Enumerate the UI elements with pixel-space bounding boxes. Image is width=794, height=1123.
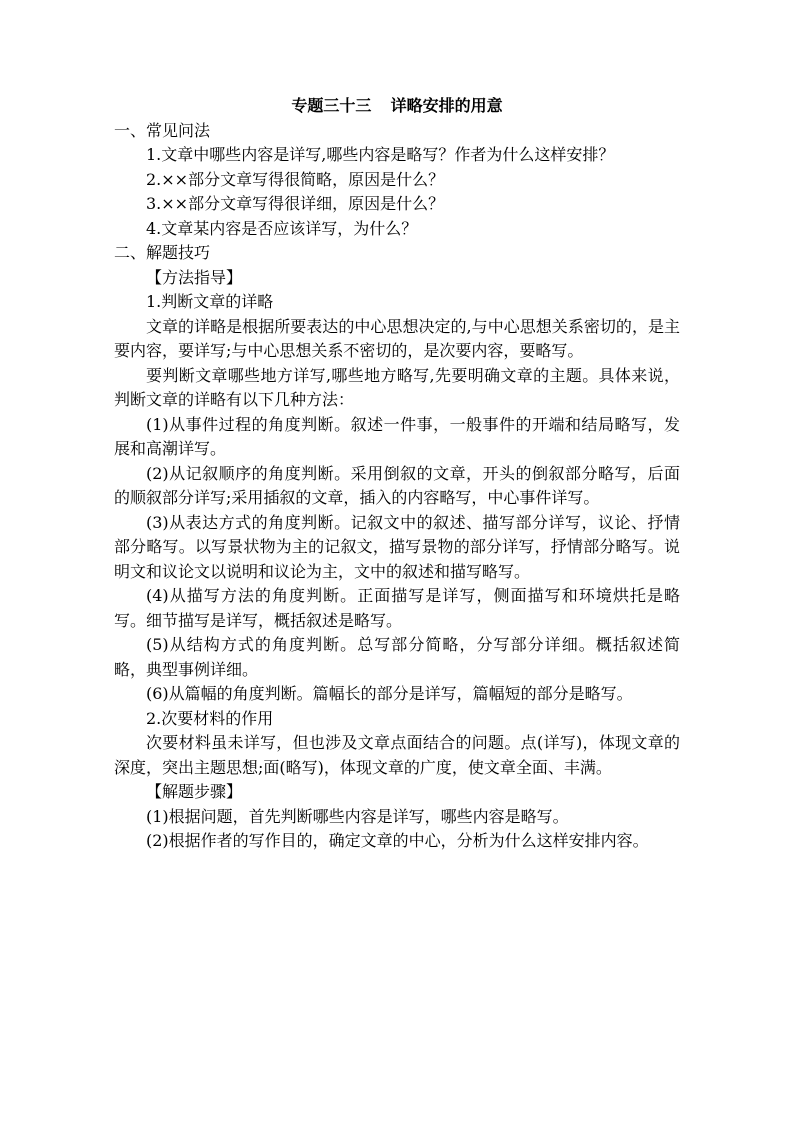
subheading-secondary-material: 2.次要材料的作用 xyxy=(146,708,274,728)
section-heading-techniques: 二、解题技巧 xyxy=(114,243,211,262)
step-item-2: (2)根据作者的写作目的，确定文章的中心，分析为什么这样安排内容。 xyxy=(146,831,649,850)
question-item-1: 1.文章中哪些内容是详写,哪些内容是略写？作者为什么这样安排？ xyxy=(146,145,615,164)
paragraph-detail-principle: 文章的详略是根据所要表达的中心思想决定的,与中心思想关系密切的，是主要内容，要详写;与中心思想关系不密切的，是次要内容，要略写。 xyxy=(114,316,680,360)
document-page xyxy=(114,94,680,854)
paragraph-how-to-judge: 要判断文章哪些地方详写,哪些地方略写,先要明确文章的主题。具体来说，判断文章的详略有以下几种方法： xyxy=(114,365,680,409)
method-item-4: (4)从描写方法的角度判断。正面描写是详写，侧面描写和环境烘托是略写。细节描写是详写，概括叙述是略写。 xyxy=(114,586,680,630)
section-heading-common-questions: 一、常见问法 xyxy=(114,120,211,140)
method-item-1: (1)从事件过程的角度判断。叙述一件事，一般事件的开端和结局略写，发展和高潮详写。 xyxy=(114,414,680,458)
method-item-2: (2)从记叙顺序的角度判断。采用倒叙的文章，开头的倒叙部分略写，后面的顺叙部分详写;采用插叙的文章，插入的内容略写，中心事件详写。 xyxy=(114,463,680,507)
paragraph-secondary-material: 次要材料虽未详写，但也涉及文章点面结合的问题。点(详写)，体现文章的深度，突出主题思想;面(略写)，体现文章的广度，使文章全面、丰满。 xyxy=(114,733,680,777)
title-topic-number: 专题三十三 xyxy=(291,96,372,115)
question-item-2: 2.××部分文章写得很简略，原因是什么？ xyxy=(146,169,445,189)
method-guide-heading: 【方法指导】 xyxy=(146,267,243,287)
page-title xyxy=(114,94,680,119)
steps-heading: 【解题步骤】 xyxy=(146,782,243,801)
method-item-3: (3)从表达方式的角度判断。记叙文中的叙述、描写部分详写，议论、抒情部分略写。以写景状物为主的记叙文，描写景物的部分详写，抒情部分略写。说明文和议论文以说明和议论为主，文中的叙述和描写略写。 xyxy=(114,512,680,581)
method-item-6: (6)从篇幅的角度判断。篇幅长的部分是详写，篇幅短的部分是略写。 xyxy=(146,684,633,703)
title-topic-name: 详略安排的用意 xyxy=(390,96,503,115)
subheading-judge-detail: 1.判断文章的详略 xyxy=(146,292,274,311)
question-item-4: 4.文章某内容是否应该详写，为什么？ xyxy=(146,218,418,238)
question-item-3: 3.××部分文章写得很详细，原因是什么？ xyxy=(146,194,445,213)
method-item-5: (5)从结构方式的角度判断。总写部分简略，分写部分详细。概括叙述简略，典型事例详细。 xyxy=(114,635,680,679)
step-item-1: (1)根据问题，首先判断哪些内容是详写，哪些内容是略写。 xyxy=(146,806,569,826)
